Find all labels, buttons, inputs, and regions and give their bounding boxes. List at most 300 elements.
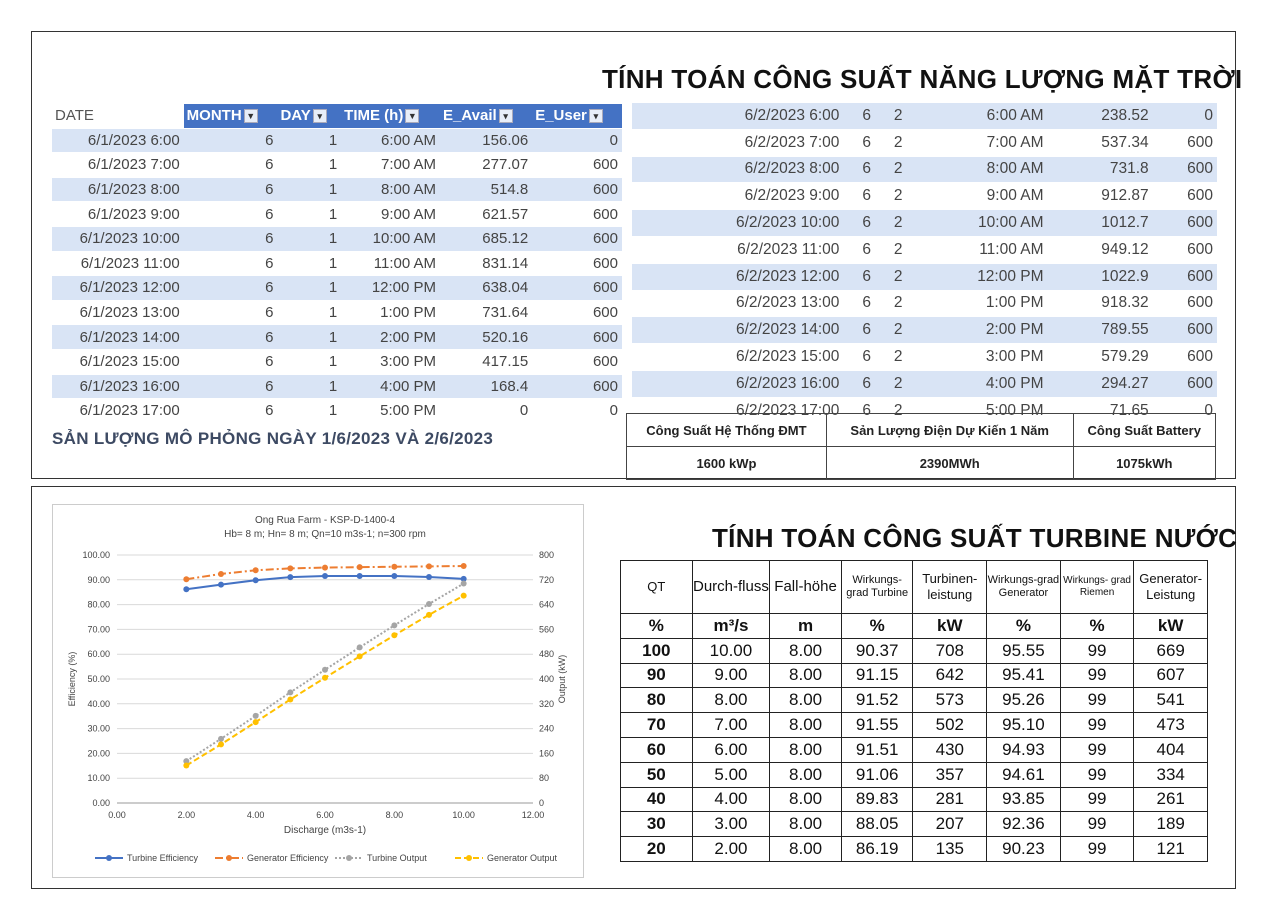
y-tick-label: 40.00: [87, 698, 110, 709]
day1-cell: 6/1/2023 8:00: [52, 177, 184, 202]
turbine-cell: 91.06: [841, 762, 913, 787]
day1-cell: 731.64: [440, 300, 532, 325]
day2-cell: 2: [875, 290, 907, 317]
day2-cell: 918.32: [1048, 290, 1153, 317]
unit-generatorleistung: kW: [1134, 614, 1208, 639]
day2-cell: 6: [843, 317, 875, 344]
day1-row: [52, 276, 622, 301]
day1-cell: 6/1/2023 10:00: [52, 226, 184, 251]
day2-row: [632, 156, 1217, 183]
data-point: [426, 563, 432, 569]
y-tick-label: 100.00: [82, 550, 110, 560]
unit-turbinenleistung: kW: [913, 614, 987, 639]
turbine-title: TÍNH TOÁN CÔNG SUẤT TURBINE NƯỚC: [712, 523, 1238, 553]
y2-tick-label: 560: [539, 624, 555, 635]
unit-qt: %: [621, 614, 693, 639]
turbine-cell: 8.00: [770, 762, 842, 787]
data-point: [461, 593, 467, 599]
day2-cell: 3:00 PM: [906, 344, 1047, 371]
day2-cell: 6: [843, 344, 875, 371]
day1-cell: 6/1/2023 14:00: [52, 325, 184, 350]
data-point: [426, 612, 432, 618]
turbine-cell: 8.00: [770, 688, 842, 713]
x-tick-label: 12.00: [521, 810, 545, 820]
day2-cell: 6: [843, 290, 875, 317]
day1-cell: 6: [184, 177, 278, 202]
legend-label: Generator Efficiency: [247, 853, 329, 863]
day1-cell: 2:00 PM: [341, 325, 440, 350]
summary-value-system: 1600 kWp: [627, 447, 827, 480]
turbine-cell: 94.93: [987, 737, 1061, 762]
turbine-cell: 9.00: [692, 663, 770, 688]
day2-cell: 1022.9: [1048, 263, 1153, 290]
turbine-cell: 6.00: [692, 737, 770, 762]
solar-table-day1: [52, 104, 622, 424]
day1-cell: 1: [277, 202, 341, 227]
turbine-cell: 86.19: [841, 837, 913, 862]
day2-cell: 6/2/2023 15:00: [632, 344, 843, 371]
day2-cell: 1012.7: [1048, 210, 1153, 237]
turbine-cell: 95.10: [987, 713, 1061, 738]
filter-icon[interactable]: ▼: [405, 109, 419, 123]
x-tick-label: 8.00: [385, 810, 404, 820]
turbine-cell: 100: [621, 638, 693, 663]
day1-cell: 1: [277, 177, 341, 202]
day1-cell: 6:00 AM: [341, 128, 440, 153]
legend-label: Generator Output: [487, 853, 558, 863]
turbine-cell: 281: [913, 787, 987, 812]
day2-cell: 71.65: [1048, 397, 1153, 424]
x-tick-label: 10.00: [452, 810, 475, 820]
day2-row: [632, 290, 1217, 317]
turbine-cell: 573: [913, 688, 987, 713]
day1-row: [52, 399, 622, 424]
turbine-cell: 90.37: [841, 638, 913, 663]
col-euser[interactable]: [532, 104, 622, 128]
col-date: DATE: [52, 104, 184, 128]
turbine-cell: 99: [1060, 638, 1134, 663]
day1-cell: 6/1/2023 13:00: [52, 300, 184, 325]
day1-row: [52, 226, 622, 251]
turbine-row: [621, 737, 1208, 762]
day1-cell: 0: [532, 128, 622, 153]
data-point: [287, 574, 293, 580]
col-euser-label: E_User: [535, 107, 587, 125]
turbine-row: [621, 837, 1208, 862]
day1-cell: 600: [532, 374, 622, 399]
day2-row: [632, 370, 1217, 397]
day1-row: [52, 251, 622, 276]
day1-cell: 417.15: [440, 349, 532, 374]
turbine-cell: 40: [621, 787, 693, 812]
day2-cell: 2: [875, 370, 907, 397]
unit-durchfluss: m³/s: [692, 614, 770, 639]
day1-cell: 1: [277, 128, 341, 153]
th-wirk-generator: Wirkungs-grad Generator: [987, 561, 1061, 614]
data-point: [461, 581, 467, 587]
day1-cell: 9:00 AM: [341, 202, 440, 227]
day1-cell: 600: [532, 251, 622, 276]
data-point: [357, 573, 363, 579]
day1-cell: 6/1/2023 11:00: [52, 251, 184, 276]
day2-cell: 600: [1153, 344, 1217, 371]
day1-cell: 1: [277, 251, 341, 276]
turbine-cell: 135: [913, 837, 987, 862]
day2-cell: 6/2/2023 7:00: [632, 129, 843, 156]
day1-cell: 1: [277, 300, 341, 325]
dropdown-icon[interactable]: ▾: [499, 109, 513, 123]
data-point: [426, 574, 432, 580]
turbine-cell: 8.00: [770, 812, 842, 837]
day1-cell: 6: [184, 325, 278, 350]
turbine-panel: [31, 486, 1236, 889]
day1-cell: 600: [532, 325, 622, 350]
data-point: [253, 577, 259, 583]
day1-cell: 168.4: [440, 374, 532, 399]
turbine-row: [621, 713, 1208, 738]
turbine-cell: 91.51: [841, 737, 913, 762]
day1-cell: 6/1/2023 7:00: [52, 153, 184, 178]
day2-row: [632, 210, 1217, 237]
unit-wirk-riemen: %: [1060, 614, 1134, 639]
y-tick-label: 50.00: [87, 674, 110, 684]
summary-value-battery: 1075kWh: [1073, 447, 1215, 480]
data-point: [357, 564, 363, 570]
day1-row: [52, 374, 622, 399]
day1-cell: 6: [184, 300, 278, 325]
day2-cell: 6: [843, 236, 875, 263]
turbine-cell: 404: [1134, 737, 1208, 762]
solar-title: TÍNH TOÁN CÔNG SUẤT NĂNG LƯỢNG MẶT TRỜI: [602, 64, 1243, 94]
turbine-cell: 3.00: [692, 812, 770, 837]
day2-cell: 6/2/2023 12:00: [632, 263, 843, 290]
day1-cell: 12:00 PM: [341, 276, 440, 301]
col-time[interactable]: [341, 104, 440, 128]
turbine-cell: 95.26: [987, 688, 1061, 713]
turbine-cell: 4.00: [692, 787, 770, 812]
th-fallhoehe: Fall-höhe: [770, 561, 842, 614]
turbine-cell: 95.41: [987, 663, 1061, 688]
day2-cell: 6: [843, 103, 875, 130]
turbine-row: [621, 688, 1208, 713]
y2-axis-label: Output (kW): [557, 654, 567, 704]
y2-tick-label: 320: [539, 698, 555, 709]
day2-cell: 238.52: [1048, 103, 1153, 130]
day1-cell: 7:00 AM: [341, 153, 440, 178]
col-month[interactable]: [184, 104, 278, 128]
day2-cell: 10:00 AM: [906, 210, 1047, 237]
y-tick-label: 80.00: [87, 599, 110, 610]
day2-cell: 0: [1153, 103, 1217, 130]
turbine-cell: 91.52: [841, 688, 913, 713]
day2-cell: 6: [843, 210, 875, 237]
day1-cell: 3:00 PM: [341, 349, 440, 374]
unit-wirk-turbine: %: [841, 614, 913, 639]
y-tick-label: 20.00: [87, 748, 110, 759]
data-point: [391, 622, 397, 628]
data-point: [218, 736, 224, 742]
summary-label-yield: Sản Lượng Điện Dự Kiến 1 Năm: [826, 414, 1073, 447]
data-point: [253, 567, 259, 573]
turbine-row: [621, 663, 1208, 688]
turbine-chart: [52, 504, 584, 878]
day2-row: [632, 129, 1217, 156]
turbine-cell: 642: [913, 663, 987, 688]
data-point: [287, 689, 293, 695]
day1-cell: 1: [277, 153, 341, 178]
legend-marker: [106, 855, 112, 861]
day2-cell: 949.12: [1048, 236, 1153, 263]
turbine-cell: 99: [1060, 688, 1134, 713]
turbine-cell: 91.15: [841, 663, 913, 688]
y2-tick-label: 240: [539, 723, 555, 734]
turbine-cell: 99: [1060, 737, 1134, 762]
day1-cell: 600: [532, 349, 622, 374]
turbine-cell: 7.00: [692, 713, 770, 738]
day2-cell: 600: [1153, 370, 1217, 397]
day2-cell: 6/2/2023 16:00: [632, 370, 843, 397]
turbine-cell: 8.00: [770, 638, 842, 663]
day2-cell: 2: [875, 183, 907, 210]
day2-cell: 6/2/2023 14:00: [632, 317, 843, 344]
col-day[interactable]: [277, 104, 341, 128]
day1-cell: 600: [532, 300, 622, 325]
th-turbinenleistung: Turbinen-leistung: [913, 561, 987, 614]
data-point: [357, 644, 363, 650]
day1-cell: 6: [184, 276, 278, 301]
day2-cell: 6: [843, 156, 875, 183]
day2-cell: 7:00 AM: [906, 129, 1047, 156]
day2-cell: 6: [843, 263, 875, 290]
day2-cell: 0: [1153, 397, 1217, 424]
y2-tick-label: 80: [539, 773, 550, 784]
turbine-cell: 80: [621, 688, 693, 713]
col-time-label: TIME (h): [344, 107, 404, 125]
data-point: [183, 762, 189, 768]
turbine-cell: 50: [621, 762, 693, 787]
x-tick-label: 0.00: [108, 810, 126, 820]
turbine-cell: 430: [913, 737, 987, 762]
summary-value-yield: 2390MWh: [826, 447, 1073, 480]
day2-cell: 2: [875, 344, 907, 371]
day2-cell: 6/2/2023 6:00: [632, 103, 843, 130]
day2-cell: 2: [875, 263, 907, 290]
day2-cell: 6/2/2023 10:00: [632, 210, 843, 237]
turbine-cell: 357: [913, 762, 987, 787]
legend-marker: [466, 855, 472, 861]
dropdown-icon[interactable]: ▾: [313, 109, 327, 123]
day2-cell: 600: [1153, 129, 1217, 156]
day1-cell: 6/1/2023 6:00: [52, 128, 184, 153]
turbine-cell: 8.00: [770, 713, 842, 738]
day2-cell: 11:00 AM: [906, 236, 1047, 263]
day1-cell: 520.16: [440, 325, 532, 350]
day1-cell: 6/1/2023 9:00: [52, 202, 184, 227]
turbine-cell: 8.00: [692, 688, 770, 713]
day1-cell: 1: [277, 276, 341, 301]
turbine-cell: 93.85: [987, 787, 1061, 812]
day2-cell: 600: [1153, 236, 1217, 263]
day1-row: [52, 153, 622, 178]
turbine-cell: 708: [913, 638, 987, 663]
turbine-cell: 541: [1134, 688, 1208, 713]
turbine-row: [621, 762, 1208, 787]
turbine-cell: 2.00: [692, 837, 770, 862]
turbine-cell: 8.00: [770, 837, 842, 862]
day1-cell: 6: [184, 251, 278, 276]
turbine-cell: 90: [621, 663, 693, 688]
turbine-row: [621, 638, 1208, 663]
y2-tick-label: 720: [539, 574, 555, 585]
turbine-row: [621, 812, 1208, 837]
day2-cell: 6:00 AM: [906, 103, 1047, 130]
day2-cell: 600: [1153, 156, 1217, 183]
data-point: [253, 719, 259, 725]
day2-cell: 6/2/2023 17:00: [632, 397, 843, 424]
day2-cell: 1:00 PM: [906, 290, 1047, 317]
y-tick-label: 0.00: [92, 798, 110, 808]
day1-cell: 0: [440, 399, 532, 424]
solar-caption: SẢN LƯỢNG MÔ PHỎNG NGÀY 1/6/2023 VÀ 2/6/2023: [52, 429, 494, 448]
day2-cell: 2: [875, 236, 907, 263]
y-tick-label: 30.00: [87, 723, 110, 734]
day1-cell: 685.12: [440, 226, 532, 251]
day2-cell: 579.29: [1048, 344, 1153, 371]
y2-tick-label: 0: [539, 798, 545, 808]
day1-cell: 831.14: [440, 251, 532, 276]
day1-cell: 277.07: [440, 153, 532, 178]
day1-cell: 4:00 PM: [341, 374, 440, 399]
day2-row: [632, 103, 1217, 130]
turbine-cell: 20: [621, 837, 693, 862]
day2-row: [632, 344, 1217, 371]
turbine-cell: 91.55: [841, 713, 913, 738]
day2-cell: 6: [843, 129, 875, 156]
data-point: [218, 741, 224, 747]
day1-cell: 11:00 AM: [341, 251, 440, 276]
day2-cell: 6: [843, 370, 875, 397]
day2-cell: 6/2/2023 11:00: [632, 236, 843, 263]
day1-row: [52, 300, 622, 325]
turbine-cell: 669: [1134, 638, 1208, 663]
data-point: [287, 565, 293, 571]
data-point: [391, 564, 397, 570]
day2-cell: 2: [875, 210, 907, 237]
unit-fallhoehe: m: [770, 614, 842, 639]
day2-cell: 600: [1153, 317, 1217, 344]
data-point: [391, 573, 397, 579]
turbine-cell: 99: [1060, 812, 1134, 837]
day2-row: [632, 236, 1217, 263]
dropdown-icon[interactable]: ▾: [589, 109, 603, 123]
y2-tick-label: 800: [539, 550, 555, 560]
turbine-cell: 30: [621, 812, 693, 837]
th-wirk-riemen: Wirkungs- grad Riemen: [1060, 561, 1134, 614]
day2-cell: 9:00 AM: [906, 183, 1047, 210]
day2-cell: 6/2/2023 8:00: [632, 156, 843, 183]
day1-cell: 600: [532, 153, 622, 178]
th-wirk-turbine: Wirkungs-grad Turbine: [841, 561, 913, 614]
summary-label-battery: Công Suất Battery: [1073, 414, 1215, 447]
turbine-cell: 99: [1060, 837, 1134, 862]
data-point: [322, 667, 328, 673]
turbine-cell: 89.83: [841, 787, 913, 812]
data-point: [218, 582, 224, 588]
turbine-cell: 502: [913, 713, 987, 738]
turbine-cell: 94.61: [987, 762, 1061, 787]
turbine-cell: 5.00: [692, 762, 770, 787]
day1-cell: 6: [184, 349, 278, 374]
day2-cell: 294.27: [1048, 370, 1153, 397]
turbine-cell: 8.00: [770, 787, 842, 812]
x-tick-label: 2.00: [177, 810, 196, 820]
day1-row: [52, 202, 622, 227]
turbine-table: [620, 560, 1208, 862]
turbine-cell: 70: [621, 713, 693, 738]
legend-label: Turbine Output: [367, 853, 427, 863]
day2-row: [632, 263, 1217, 290]
solar-table-day2: [632, 102, 1217, 425]
day1-cell: 6: [184, 128, 278, 153]
turbine-cell: 8.00: [770, 663, 842, 688]
day2-cell: 6/2/2023 13:00: [632, 290, 843, 317]
turbine-cell: 189: [1134, 812, 1208, 837]
turbine-cell: 10.00: [692, 638, 770, 663]
day2-cell: 600: [1153, 290, 1217, 317]
col-month-label: MONTH: [186, 107, 242, 125]
day1-cell: 6/1/2023 17:00: [52, 399, 184, 424]
col-eavail-label: E_Avail: [443, 107, 497, 125]
day2-cell: 731.8: [1048, 156, 1153, 183]
filter-icon[interactable]: ▼: [244, 109, 258, 123]
data-point: [183, 576, 189, 582]
day1-cell: 600: [532, 177, 622, 202]
data-point: [322, 675, 328, 681]
data-point: [322, 573, 328, 579]
day1-cell: 0: [532, 399, 622, 424]
day1-cell: 6/1/2023 12:00: [52, 276, 184, 301]
day1-cell: 1: [277, 374, 341, 399]
data-point: [183, 586, 189, 592]
day2-cell: 2: [875, 103, 907, 130]
chart-svg: [53, 505, 583, 877]
y2-tick-label: 160: [539, 748, 555, 759]
day1-cell: 638.04: [440, 276, 532, 301]
unit-wirk-generator: %: [987, 614, 1061, 639]
data-point: [322, 565, 328, 571]
turbine-cell: 607: [1134, 663, 1208, 688]
day2-cell: 2: [875, 156, 907, 183]
day2-cell: 4:00 PM: [906, 370, 1047, 397]
day1-cell: 600: [532, 202, 622, 227]
day1-cell: 6/1/2023 16:00: [52, 374, 184, 399]
y-tick-label: 70.00: [87, 624, 110, 635]
solar-panel: [31, 31, 1243, 479]
day1-cell: 6: [184, 153, 278, 178]
day1-cell: 600: [532, 226, 622, 251]
day2-cell: 600: [1153, 183, 1217, 210]
turbine-cell: 334: [1134, 762, 1208, 787]
data-point: [391, 632, 397, 638]
turbine-cell: 473: [1134, 713, 1208, 738]
turbine-cell: 261: [1134, 787, 1208, 812]
col-eavail[interactable]: [440, 104, 532, 128]
day2-cell: 6/2/2023 9:00: [632, 183, 843, 210]
legend-marker: [226, 855, 232, 861]
day2-cell: 537.34: [1048, 129, 1153, 156]
x-tick-label: 6.00: [316, 810, 334, 820]
legend-label: Turbine Efficiency: [127, 853, 199, 863]
